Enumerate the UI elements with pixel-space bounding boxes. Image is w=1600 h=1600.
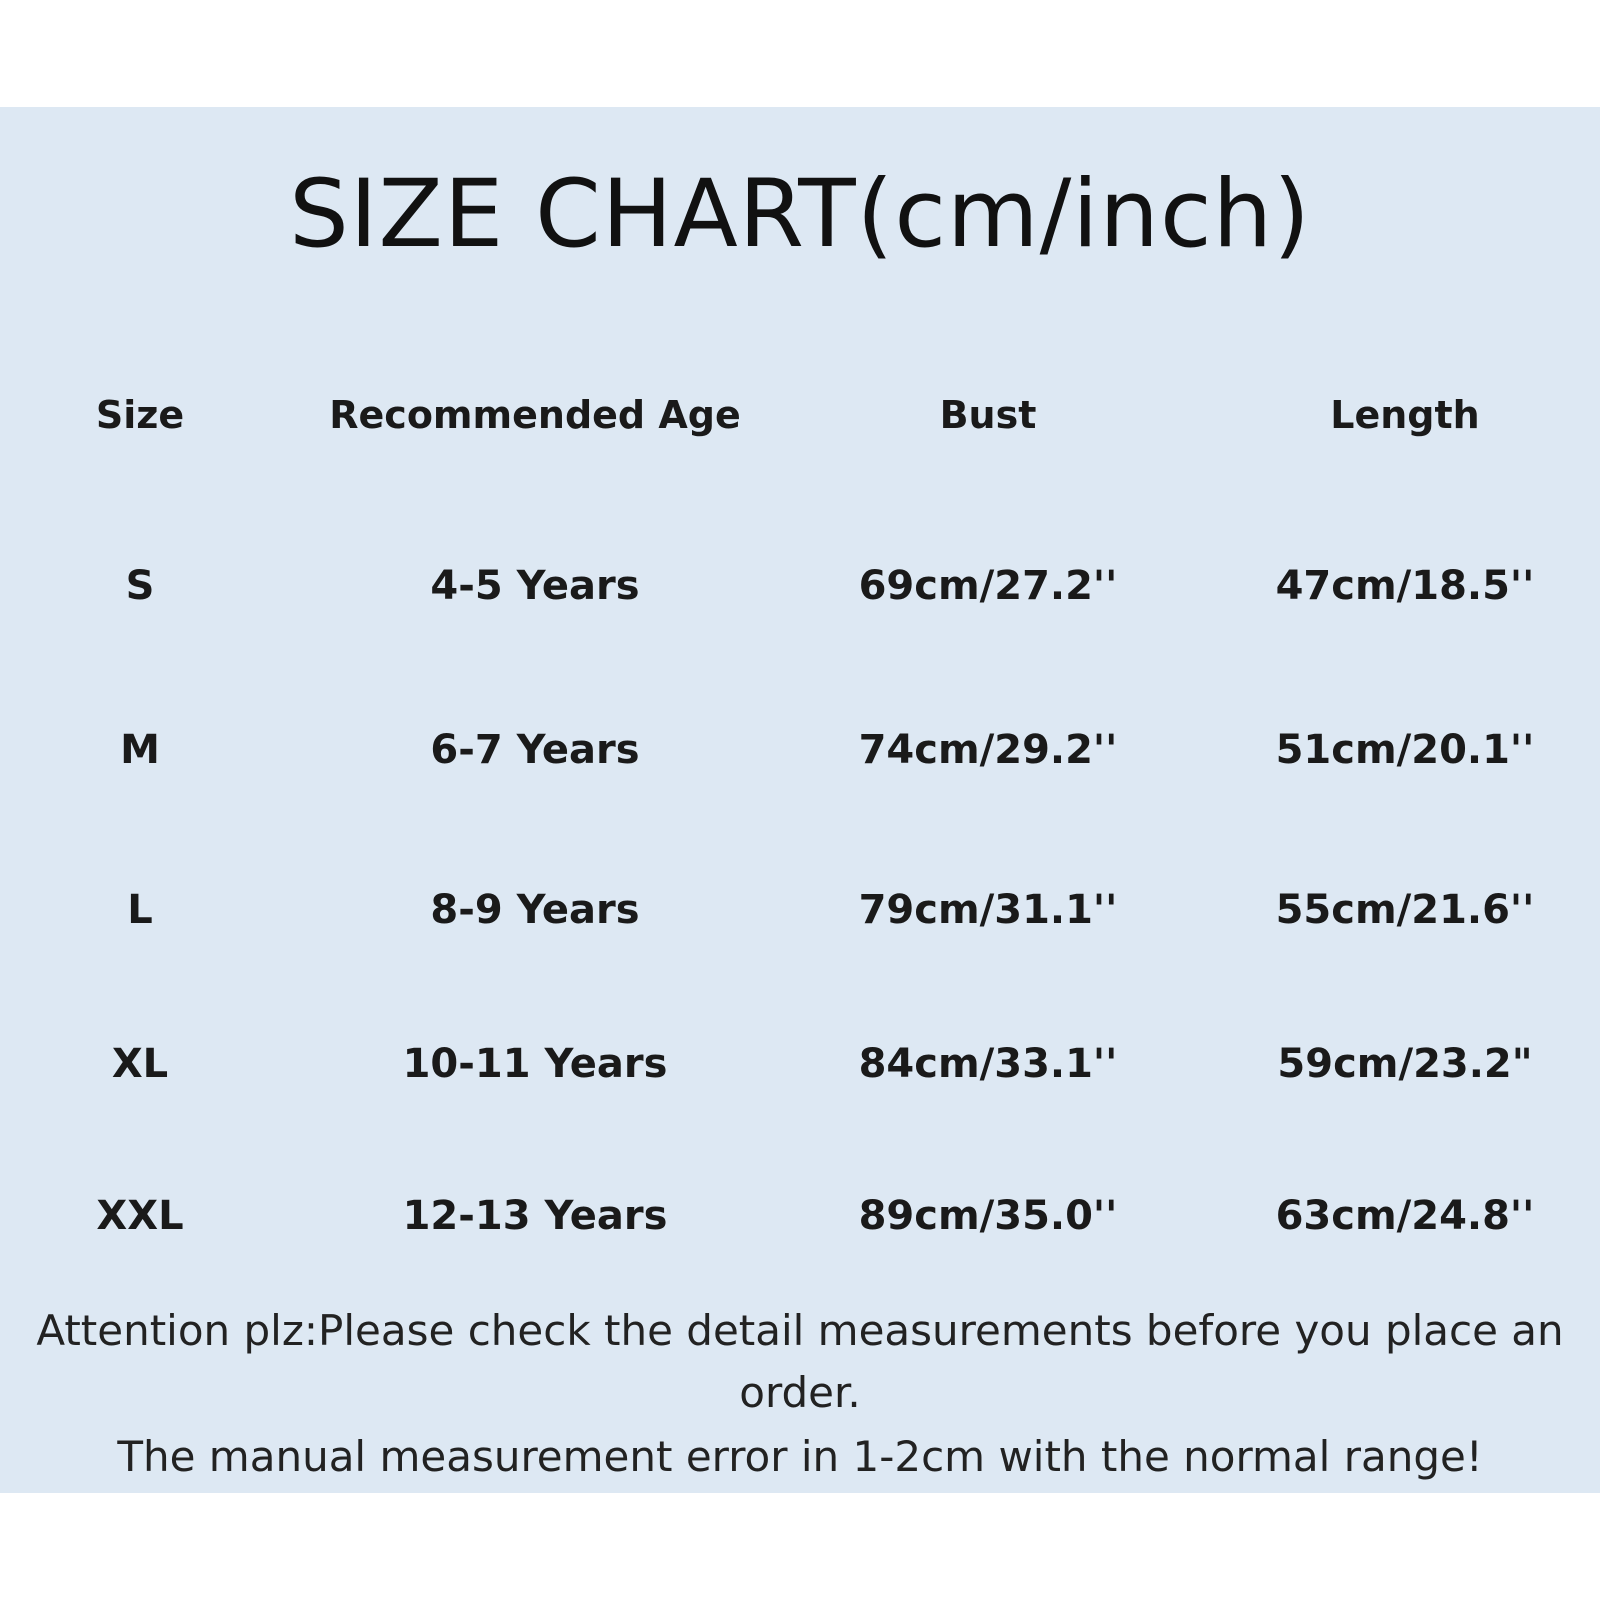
row-xxl-age: 12-13 Years bbox=[402, 1193, 668, 1239]
row-xl-bust: 84cm/33.1'' bbox=[858, 1041, 1118, 1087]
row-l-bust: 79cm/31.1'' bbox=[858, 887, 1118, 933]
row-s-bust: 69cm/27.2'' bbox=[858, 563, 1118, 609]
attention-note-line-2: order. bbox=[739, 1368, 861, 1417]
measurement-error-note: The manual measurement error in 1-2cm with the normal range! bbox=[117, 1432, 1483, 1481]
row-m-length: 51cm/20.1'' bbox=[1275, 727, 1535, 773]
row-m-bust: 74cm/29.2'' bbox=[858, 727, 1118, 773]
size-chart-panel bbox=[0, 107, 1600, 1493]
row-xl-age: 10-11 Years bbox=[402, 1041, 668, 1087]
header-bust: Bust bbox=[939, 393, 1037, 437]
row-m-age: 6-7 Years bbox=[430, 727, 640, 773]
row-s-age: 4-5 Years bbox=[430, 563, 640, 609]
header-size: Size bbox=[95, 393, 185, 437]
row-s-length: 47cm/18.5'' bbox=[1275, 563, 1535, 609]
row-xxl-length: 63cm/24.8'' bbox=[1275, 1193, 1535, 1239]
attention-note-line-1: Attention plz:Please check the detail measurements before you place an bbox=[36, 1306, 1564, 1355]
header-length: Length bbox=[1330, 393, 1480, 437]
row-xl-size: XL bbox=[111, 1041, 169, 1087]
row-l-size: L bbox=[127, 887, 153, 933]
row-xl-length: 59cm/23.2" bbox=[1277, 1041, 1533, 1087]
row-xxl-bust: 89cm/35.0'' bbox=[858, 1193, 1118, 1239]
row-s-size: S bbox=[125, 563, 155, 609]
row-l-age: 8-9 Years bbox=[430, 887, 640, 933]
chart-title: SIZE CHART(cm/inch) bbox=[289, 160, 1311, 269]
row-m-size: M bbox=[120, 727, 160, 773]
row-xxl-size: XXL bbox=[96, 1193, 184, 1239]
row-l-length: 55cm/21.6'' bbox=[1275, 887, 1535, 933]
header-recommended-age: Recommended Age bbox=[329, 393, 741, 437]
